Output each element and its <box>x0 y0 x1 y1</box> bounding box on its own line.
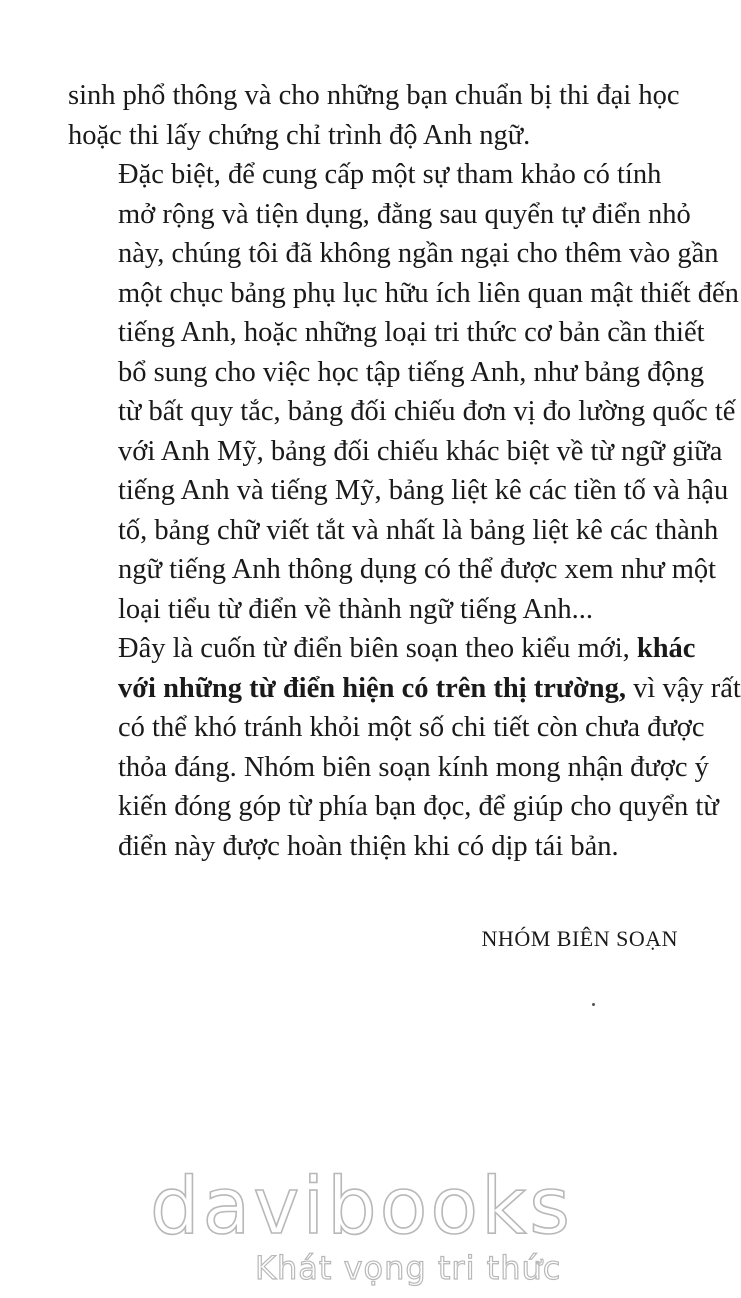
paragraph-3 <box>68 629 741 866</box>
paragraph-1 <box>68 76 684 155</box>
text-line: ngữ tiếng Anh thông dụng có thể được xem như một <box>118 554 717 585</box>
watermark-logo <box>130 1162 590 1292</box>
watermark-slogan: Khát vọng tri thức <box>255 1249 562 1287</box>
text-line: có thể khó tránh khỏi một số chi tiết còn chưa được <box>118 712 705 743</box>
text-line: tiếng Anh và tiếng Mỹ, bảng liệt kê các tiền tố và hậu <box>118 475 729 506</box>
paragraph-2 <box>68 155 739 629</box>
text-line: thỏa đáng. Nhóm biên soạn kính mong nhận được ý <box>118 751 709 783</box>
text-line: hoặc thi lấy chứng chỉ trình độ Anh ngữ. <box>68 119 531 151</box>
text-line: điển này được hoàn thiện khi có dịp tái bản. <box>118 830 619 862</box>
text-line <box>68 669 741 709</box>
text-line: với Anh Mỹ, bảng đối chiếu khác biệt về từ ngữ giữa <box>118 435 723 467</box>
watermark-brand: davibooks <box>150 1162 573 1252</box>
text-line <box>68 629 696 669</box>
text-line: tiếng Anh, hoặc những loại tri thức cơ bản cần thiết <box>118 317 705 348</box>
text-run: Đây là cuốn từ điển biên soạn theo kiểu mới, <box>118 633 637 664</box>
body-text <box>68 76 741 866</box>
text-line: Đặc biệt, để cung cấp một sự tham khảo có tính <box>118 159 662 190</box>
bold-text-run: khác <box>636 633 696 664</box>
text-line: loại tiểu từ điển về thành ngữ tiếng Anh... <box>118 593 593 625</box>
text-run: vì vậy rất <box>626 672 741 704</box>
text-line: bổ sung cho việc học tập tiếng Anh, như bảng động <box>118 356 705 388</box>
bold-text-run: với những từ điển hiện có trên thị trường, <box>118 672 627 704</box>
text-line: tố, bảng chữ viết tắt và nhất là bảng liệt kê các thành <box>118 514 719 546</box>
signature: NHÓM BIÊN SOẠN <box>481 926 678 951</box>
text-line: này, chúng tôi đã không ngần ngại cho thêm vào gần <box>118 238 719 269</box>
text-line: một chục bảng phụ lục hữu ích liên quan mật thiết đến <box>118 277 739 309</box>
print-speck <box>592 1003 595 1006</box>
text-line: mở rộng và tiện dụng, đằng sau quyển tự điển nhỏ <box>118 198 691 230</box>
text-line: từ bất quy tắc, bảng đối chiếu đơn vị đo lường quốc tế <box>118 396 736 427</box>
text-line: sinh phổ thông và cho những bạn chuẩn bị thi đại học <box>68 80 680 111</box>
text-line: kiến đóng góp từ phía bạn đọc, để giúp cho quyển từ <box>118 791 719 822</box>
